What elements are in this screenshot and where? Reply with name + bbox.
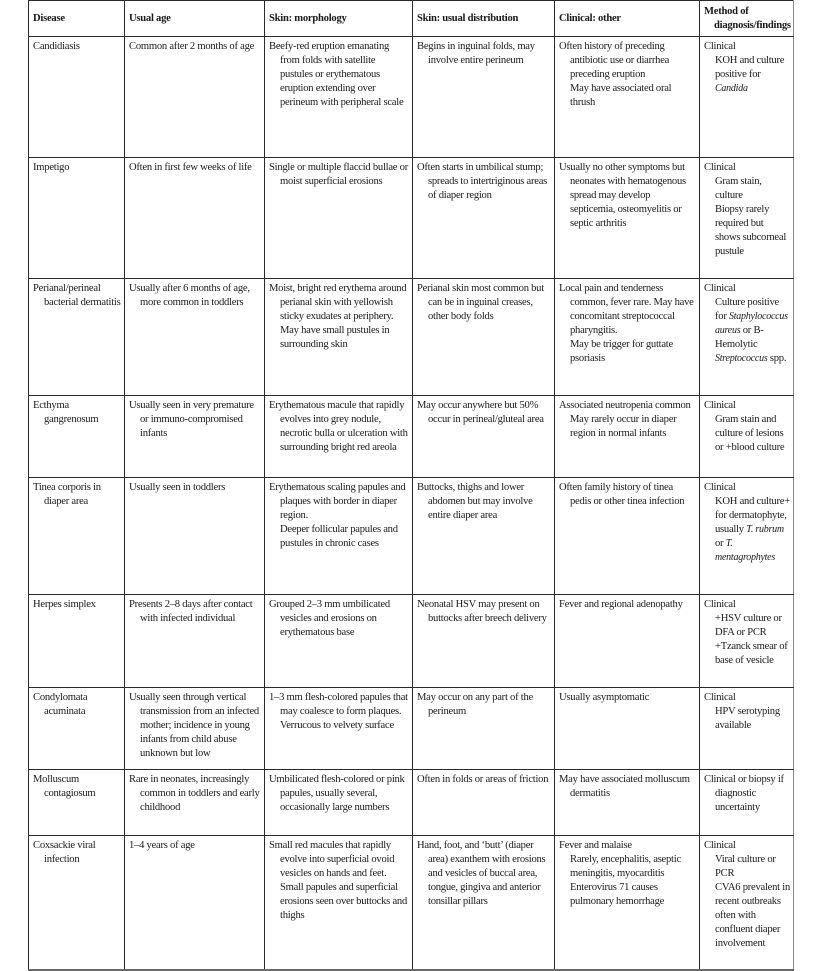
cell-skin-morphology: [265, 688, 413, 770]
header-row: [29, 1, 794, 37]
diagnosis-lead: Clinical: [704, 692, 736, 703]
diagnosis-detail-text: +HSV culture or DFA or PCR: [715, 613, 782, 638]
clinical-text: May have associated molluscum dermatitis: [559, 774, 690, 799]
usual-age-text: Presents 2–8 days after contact with infected individual: [129, 599, 253, 624]
diagnosis-lead: Clinical: [704, 283, 736, 294]
table-row: [29, 158, 794, 279]
cell-disease: [29, 37, 125, 158]
diagnosis-detail-text: Gram stain, culture: [715, 176, 762, 201]
cell-diagnosis: [700, 37, 794, 158]
cell-clinical-other: [555, 37, 700, 158]
header-clinical-other: Clinical: other: [555, 1, 700, 37]
clinical-text: May rarely occur in diaper region in normal infants: [570, 414, 677, 439]
usual-age-text: Usually seen in very premature or immuno-compromised infants: [129, 400, 254, 439]
diagnosis-organism: Streptococcus: [715, 353, 768, 364]
cell-skin-morphology: [265, 595, 413, 688]
clinical-text: Often history of preceding antibiotic use or diarrhea preceding eruption: [559, 41, 670, 80]
diagnosis-lead: Clinical: [704, 41, 736, 52]
diagnosis-lead: Clinical: [704, 482, 736, 493]
diagnosis-organism: Candida: [715, 83, 748, 94]
table-row: [29, 595, 794, 688]
diagnosis-details: [704, 175, 790, 203]
disease-name: Molluscum contagiosum: [33, 774, 96, 799]
morphology-text: Umbilicated flesh-colored or pink papules, usually several, occasionally large numbers: [269, 774, 405, 813]
cell-disease: [29, 158, 125, 279]
header-skin-distribution: Skin: usual distribution: [413, 1, 555, 37]
cell-diagnosis: [700, 595, 794, 688]
table-row: [29, 37, 794, 158]
cell-usual-age: [125, 279, 265, 396]
cell-diagnosis: [700, 770, 794, 836]
table-row: [29, 396, 794, 478]
morphology-text: Small red macules that rapidly evolve into superficial ovoid vesicles on hands and feet.: [269, 840, 395, 879]
cell-diagnosis: [700, 836, 794, 971]
distribution-text: Often in folds or areas of friction: [417, 774, 549, 785]
usual-age-text: Rare in neonates, increasingly common in toddlers and early childhood: [129, 774, 260, 813]
cell-clinical-other: [555, 158, 700, 279]
distribution-text: Hand, foot, and ‘butt’ (diaper area) exanthem with erosions and vesicles of buccal area, tongue, gingiva and anterior tonsillar pillars: [417, 840, 546, 907]
distribution-text: Buttocks, thighs and lower abdomen but may involve entire diaper area: [417, 482, 533, 521]
morphology-text: Beefy-red eruption emanating from folds with satellite pustules or erythematous eruption extending over perineum with peripheral scale: [269, 41, 404, 108]
diagnosis-details: [704, 54, 790, 96]
usual-age-text: Often in first few weeks of life: [129, 162, 252, 173]
distribution-text: Often starts in umbilical stump; spreads to intertriginous areas of diaper region: [417, 162, 548, 201]
diagnosis-extra: CVA6 prevalent in recent outbreaks often with confluent diaper involvement: [715, 882, 790, 949]
distribution-text: Neonatal HSV may present on buttocks after breech delivery: [417, 599, 547, 624]
header-disease: Disease: [29, 1, 125, 37]
diaper-rash-differential-table: [28, 0, 794, 971]
morphology-text: 1–3 mm flesh-colored papules that may coalesce to form plaques.: [269, 692, 408, 717]
disease-name: Tinea corporis in diaper area: [33, 482, 101, 507]
diagnosis-details: [704, 413, 790, 455]
diagnosis-lead: Clinical or biopsy if diagnostic uncertainty: [704, 774, 784, 813]
clinical-text: Rarely, encephalitis, aseptic meningitis, myocarditis: [570, 854, 681, 879]
header-diagnosis-line2: diagnosis/findings: [714, 19, 791, 31]
cell-skin-distribution: [413, 595, 555, 688]
usual-age-text: Usually seen through vertical transmission from an infected mother; incidence in young infants from child abuse unknown but low: [129, 692, 259, 759]
cell-skin-morphology: [265, 396, 413, 478]
diagnosis-detail-text: KOH and culture positive for: [715, 55, 785, 80]
diagnosis-details: [704, 612, 790, 640]
table-body: [29, 37, 794, 971]
diagnosis-lead: Clinical: [704, 599, 736, 610]
cell-skin-distribution: [413, 478, 555, 595]
diagnosis-organism: T. mentagrophytes: [715, 538, 776, 563]
diagnosis-details: [704, 296, 790, 366]
cell-diagnosis: [700, 478, 794, 595]
cell-diagnosis: [700, 396, 794, 478]
clinical-text: Fever and regional adenopathy: [559, 599, 683, 610]
diagnosis-lead: Clinical: [704, 840, 736, 851]
cell-diagnosis: [700, 158, 794, 279]
clinical-text: Fever and malaise: [559, 840, 632, 851]
disease-name: Ecthyma gangrenosum: [33, 400, 99, 425]
cell-skin-morphology: [265, 836, 413, 971]
clinical-text: Usually asymptomatic: [559, 692, 650, 703]
cell-usual-age: [125, 688, 265, 770]
diagnosis-detail-text: or: [715, 538, 726, 549]
diagnosis-lead: Clinical: [704, 400, 736, 411]
morphology-text: Moist, bright red erythema around perianal skin with yellowish sticky exudates at periphery. May have small pustules in surrounding skin: [269, 283, 407, 350]
disease-name: Impetigo: [33, 162, 70, 173]
diagnosis-details: [704, 853, 790, 881]
clinical-text: Enterovirus 71 causes pulmonary hemorrhage: [570, 882, 665, 907]
cell-usual-age: [125, 478, 265, 595]
cell-usual-age: [125, 836, 265, 971]
clinical-text: Usually no other symptoms but neonates with hematogenous spread may develop septicemia, osteomyelitis or septic arthritis: [559, 162, 686, 229]
table-row: [29, 770, 794, 836]
diagnosis-lead: Clinical: [704, 162, 736, 173]
clinical-text: Associated neutropenia common: [559, 400, 691, 411]
disease-name: Condylomata acuminata: [33, 692, 88, 717]
diagnosis-detail-text: HPV serotyping available: [715, 706, 780, 731]
diagnosis-extra: Biopsy rarely required but shows subcorneal pustule: [715, 204, 787, 257]
diagnosis-organism: Staphylococcus aureus: [715, 311, 788, 336]
cell-usual-age: [125, 396, 265, 478]
header-diagnosis-line1: Method of: [704, 5, 749, 17]
morphology-text: Grouped 2–3 mm umbilicated vesicles and erosions on erythematous base: [269, 599, 390, 638]
disease-name: Perianal/perineal bacterial dermatitis: [33, 283, 121, 308]
diagnosis-detail-text: Gram stain and culture of lesions or +blood culture: [715, 414, 785, 453]
cell-usual-age: [125, 37, 265, 158]
cell-skin-morphology: [265, 158, 413, 279]
distribution-text: Perianal skin most common but can be in inguinal creases, other body folds: [417, 283, 544, 322]
disease-name: Candidiasis: [33, 41, 80, 52]
usual-age-text: 1–4 years of age: [129, 840, 195, 851]
clinical-text: May have associated oral thrush: [570, 83, 672, 108]
morphology-text: Deeper follicular papules and pustules in chronic cases: [280, 524, 398, 549]
cell-disease: [29, 478, 125, 595]
usual-age-text: Common after 2 months of age: [129, 41, 255, 52]
cell-skin-morphology: [265, 478, 413, 595]
table-row: [29, 836, 794, 971]
diagnosis-organism: T. rubrum: [746, 524, 784, 535]
diagnosis-detail-text: Viral culture or PCR: [715, 854, 776, 879]
disease-name: Coxsackie viral infection: [33, 840, 96, 865]
cell-skin-distribution: [413, 158, 555, 279]
cell-usual-age: [125, 770, 265, 836]
cell-skin-distribution: [413, 279, 555, 396]
header-skin-morphology: Skin: morphology: [265, 1, 413, 37]
header-usual-age: Usual age: [125, 1, 265, 37]
distribution-text: May occur anywhere but 50% occur in perineal/gluteal area: [417, 400, 544, 425]
diagnosis-details: [704, 495, 790, 565]
cell-clinical-other: [555, 396, 700, 478]
cell-clinical-other: [555, 836, 700, 971]
cell-skin-morphology: [265, 279, 413, 396]
cell-disease: [29, 836, 125, 971]
diagnosis-details: [704, 705, 790, 733]
header-diagnosis: [700, 1, 794, 37]
distribution-text: May occur on any part of the perineum: [417, 692, 533, 717]
morphology-text: Verrucous to velvety surface: [280, 720, 394, 731]
diagnosis-detail-text: or B-Hemolytic: [715, 325, 764, 350]
diagnosis-detail-text: spp.: [767, 353, 787, 364]
cell-clinical-other: [555, 478, 700, 595]
cell-skin-distribution: [413, 37, 555, 158]
table-row: [29, 478, 794, 595]
cell-usual-age: [125, 158, 265, 279]
cell-disease: [29, 279, 125, 396]
usual-age-text: Usually after 6 months of age, more common in toddlers: [129, 283, 250, 308]
cell-skin-distribution: [413, 688, 555, 770]
cell-clinical-other: [555, 279, 700, 396]
cell-skin-morphology: [265, 37, 413, 158]
cell-clinical-other: [555, 770, 700, 836]
table-header: [29, 1, 794, 37]
cell-disease: [29, 396, 125, 478]
table-row: [29, 688, 794, 770]
morphology-text: Small papules and superficial erosions seen over buttocks and thighs: [280, 882, 407, 921]
clinical-text: May be trigger for guttate psoriasis: [570, 339, 673, 364]
cell-skin-morphology: [265, 770, 413, 836]
table-row: [29, 279, 794, 396]
cell-skin-distribution: [413, 396, 555, 478]
diagnosis-detail-text: KOH and culture+ for dermatophyte, usually: [715, 496, 790, 535]
cell-clinical-other: [555, 688, 700, 770]
cell-diagnosis: [700, 279, 794, 396]
usual-age-text: Usually seen in toddlers: [129, 482, 226, 493]
cell-disease: [29, 595, 125, 688]
diagnosis-detail-text: Culture positive for: [715, 297, 779, 322]
disease-name: Herpes simplex: [33, 599, 96, 610]
clinical-text: Local pain and tenderness common, fever rare. May have concomitant streptococcal pharyngitis.: [559, 283, 694, 336]
distribution-text: Begins in inguinal folds, may involve entire perineum: [417, 41, 535, 66]
cell-clinical-other: [555, 595, 700, 688]
cell-skin-distribution: [413, 836, 555, 971]
cell-disease: [29, 688, 125, 770]
morphology-text: Erythematous scaling papules and plaques with border in diaper region.: [269, 482, 406, 521]
cell-usual-age: [125, 595, 265, 688]
morphology-text: Single or multiple flaccid bullae or moist superficial erosions: [269, 162, 408, 187]
cell-skin-distribution: [413, 770, 555, 836]
morphology-text: Erythematous macule that rapidly evolves into grey nodule, necrotic bulla or ulceration with surrounding bright red areola: [269, 400, 408, 453]
cell-disease: [29, 770, 125, 836]
cell-diagnosis: [700, 688, 794, 770]
clinical-text: Often family history of tinea pedis or other tinea infection: [559, 482, 685, 507]
diagnosis-extra: +Tzanck smear of base of vesicle: [715, 641, 788, 666]
